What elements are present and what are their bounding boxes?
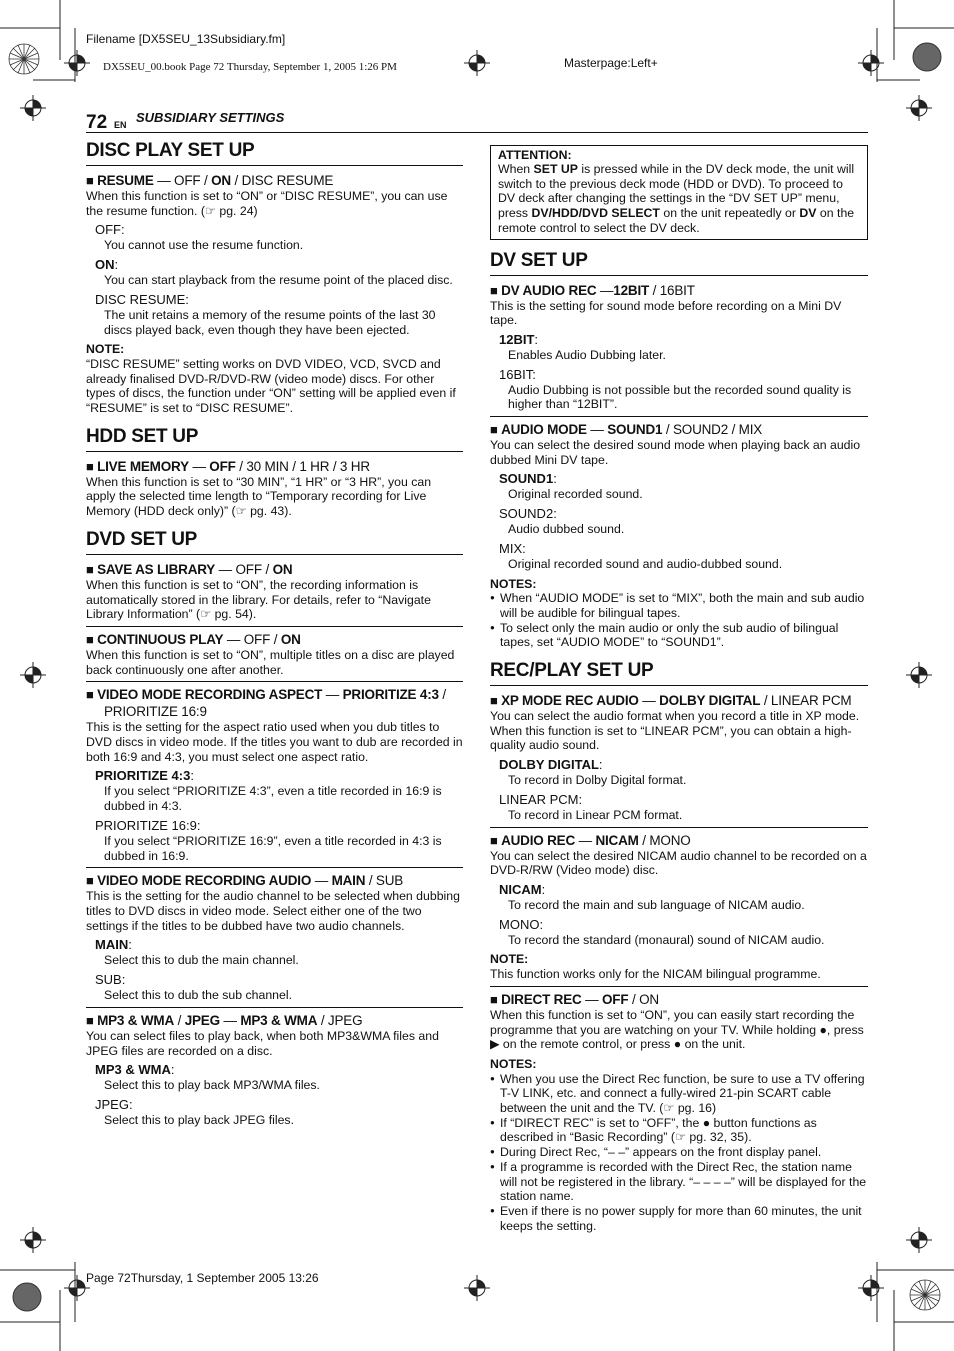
- option-label: DISC RESUME:: [95, 291, 189, 307]
- registration-target-icon: [464, 1275, 490, 1301]
- setting-resume: [86, 172, 463, 416]
- setting-heading: ■ SAVE AS LIBRARY — OFF / ON: [86, 561, 293, 577]
- option-description: Select this to dub the sub channel.: [104, 988, 292, 1003]
- option-label: MONO:: [499, 916, 544, 932]
- registration-target-icon: [20, 1227, 46, 1253]
- setting-heading: ■ AUDIO MODE — SOUND1 / SOUND2 / MIX: [490, 422, 763, 438]
- setting-xp-mode-rec-audio: [490, 692, 868, 823]
- list-item: ● If a programme is recorded with the Direct Rec, the station name will not be registered in the library. “– – – –” will be displayed for the station name.: [490, 1160, 868, 1204]
- option-label: SOUND1:: [499, 471, 557, 487]
- option-description: Audio dubbed sound.: [508, 522, 625, 537]
- option-description: Select this to play back MP3/WMA files.: [104, 1078, 320, 1093]
- setting-audio-rec: [490, 827, 868, 982]
- note-text: This function works only for the NICAM bilingual programme.: [490, 967, 821, 982]
- notes-heading: NOTES:: [490, 1056, 537, 1071]
- setting-live-memory: [86, 458, 463, 519]
- list-item: ● When you use the Direct Rec function, be sure to use a TV offering T-V LINK, etc. and connect a fully-wired 21-pin SCART cable between the unit and the TV. (☞ pg. 16): [490, 1072, 868, 1116]
- notes-list: [490, 1072, 868, 1234]
- setting-description: This is the setting for the aspect ratio used when you dub titles to DVD discs in video mode. If the titles you want to dub are recorded in both 16:9 and 4:3, you must select one aspect ratio.: [86, 720, 463, 764]
- section-title: HDD SET UP: [86, 426, 463, 452]
- option-label: SOUND2:: [499, 506, 557, 522]
- setting-description: You can select the desired sound mode when playing back an audio dubbed Mini DV tape.: [490, 438, 861, 467]
- setting-description: You can select the audio format when you record a title in XP mode. When this function is set to “LINEAR PCM”, you can obtain a high-quality audio sound.: [490, 709, 860, 753]
- notes-list: [490, 591, 868, 650]
- setting-description: When this function is set to “ON”, the recording information is automatically stored in the library. For details, refer to “Navigate Library Information” (☞ pg. 54).: [86, 577, 431, 622]
- attention-text: When SET UP is pressed while in the DV deck mode, the unit will switch to the previous deck mode (HDD or DVD). To proceed to DV deck after changing the settings in the “DV SET UP” menu, press DV/HDD/DVD SELECT on the unit repeatedly or DV on the remote control to select the DV deck.: [498, 162, 855, 235]
- list-item: ● Even if there is no power supply for more than 60 minutes, the unit keeps the setting.: [490, 1204, 868, 1233]
- option-description: Enables Audio Dubbing later.: [508, 347, 666, 362]
- option-label: SUB:: [95, 972, 126, 988]
- note-heading: NOTE:: [490, 952, 529, 967]
- option-description: To record the main and sub language of NICAM audio.: [508, 897, 805, 912]
- option-label: ON:: [95, 257, 119, 273]
- setting-heading: ■ DIRECT REC — OFF / ON: [490, 991, 659, 1007]
- attention-title: ATTENTION:: [498, 148, 572, 162]
- file-name: Filename [DX5SEU_13Subsidiary.fm]: [86, 32, 286, 46]
- setting-heading: ■ LIVE MEMORY — OFF / 30 MIN / 1 HR / 3 HR: [86, 458, 370, 474]
- setting-continuous-play: [86, 626, 463, 677]
- option-label: DOLBY DIGITAL:: [499, 757, 603, 773]
- setting-heading: ■ MP3 & WMA / JPEG — MP3 & WMA / JPEG: [86, 1012, 363, 1028]
- setting-heading: ■ CONTINUOUS PLAY — OFF / ON: [86, 631, 301, 647]
- option-label: OFF:: [95, 222, 125, 238]
- star-target-icon: [908, 1278, 942, 1312]
- page-number: 72: [86, 112, 108, 133]
- option-description: The unit retains a memory of the resume points of the last 30 discs played back, even though they have been ejected.: [104, 307, 436, 337]
- option-description: You cannot use the resume function.: [104, 238, 304, 253]
- setting-description: When this function is set to “30 MIN”, “1 HR” or “3 HR”, you can apply the selected time length to “Temporary recording for Live Memory (HDD deck only)” (☞ pg. 43).: [86, 474, 432, 519]
- setting-description: This is the setting for the audio channel to be selected when dubbing titles to DVD discs in video mode. Select either one of the two settings if the titles to be dubbed have two audio channels.: [86, 889, 460, 933]
- setting-recording-aspect: [86, 681, 463, 863]
- section-title: REC/PLAY SET UP: [490, 660, 868, 686]
- setting-heading: ■ XP MODE REC AUDIO — DOLBY DIGITAL / LINEAR PCM: [490, 693, 852, 709]
- registration-target-icon: [464, 50, 490, 76]
- setting-description: When this function is set to “ON”, multiple titles on a disc are played back continuously one after another.: [86, 647, 455, 677]
- option-label: JPEG:: [95, 1096, 133, 1112]
- list-item: ● If “DIRECT REC” is set to “OFF”, the ● button functions as described in “Basic Recording” (☞ pg. 32, 35).: [490, 1116, 868, 1145]
- attention-box: [490, 145, 868, 240]
- option-label: MP3 & WMA:: [95, 1062, 175, 1078]
- registration-target-icon: [858, 1275, 884, 1301]
- option-label: MIX:: [499, 540, 526, 556]
- setting-heading: ■ RESUME — OFF / ON / DISC RESUME: [86, 173, 334, 188]
- registration-target-icon: [64, 50, 90, 76]
- list-item: ● To select only the main audio or only the sub audio of bilingual tapes, set “AUDIO MODE” to “SOUND1”.: [490, 621, 868, 650]
- section-title: DVD SET UP: [86, 529, 463, 555]
- setting-description: You can select files to play back, when both MP3&WMA files and JPEG files are recorded on a disc.: [86, 1028, 439, 1058]
- option-description: Select this to play back JPEG files.: [104, 1112, 295, 1127]
- registration-target-icon: [20, 662, 46, 688]
- setting-description: When this function is set to “ON” or “DISC RESUME”, you can use the resume function. (☞ pg. 24): [86, 189, 448, 218]
- book-info: DX5SEU_00.book Page 72 Thursday, September 1, 2005 1:26 PM: [103, 61, 397, 73]
- setting-description: This is the setting for sound mode before recording on a Mini DV tape.: [490, 298, 842, 328]
- setting-heading: ■ VIDEO MODE RECORDING AUDIO — MAIN / SUB: [86, 873, 404, 889]
- option-description: Original recorded sound and audio-dubbed sound.: [508, 556, 783, 571]
- option-label: 16BIT:: [499, 366, 536, 382]
- option-label: PRIORITIZE 4:3:: [95, 768, 194, 784]
- running-title: SUBSIDIARY SETTINGS: [136, 110, 285, 125]
- option-description: To record in Dolby Digital format.: [508, 773, 687, 788]
- setting-heading: ■ DV AUDIO REC —12BIT / 16BIT: [490, 282, 695, 298]
- masterpage-label: Masterpage:Left+: [564, 56, 658, 70]
- option-description: If you select “PRIORITIZE 4:3”, even a title recorded in 16:9 is dubbed in 4:3.: [104, 784, 442, 814]
- setting-description: When this function is set to “ON”, you can easily start recording the programme that you are watching on your TV. While holding ●, press ▶ on the remote control, or press ● on the unit.: [490, 1007, 864, 1052]
- option-description: Select this to dub the main channel.: [104, 953, 299, 968]
- option-description: You can start playback from the resume point of the placed disc.: [104, 273, 453, 288]
- section-title: DV SET UP: [490, 250, 868, 276]
- setting-direct-rec: [490, 986, 868, 1234]
- option-description: To record the standard (monaural) sound of NICAM audio.: [508, 932, 825, 947]
- footer-info: Page 72Thursday, 1 September 2005 13:26: [86, 1271, 319, 1285]
- registration-target-icon: [906, 1227, 932, 1253]
- notes-heading: NOTES:: [490, 576, 537, 591]
- option-label: PRIORITIZE 16:9:: [95, 817, 201, 833]
- setting-audio-mode: [490, 416, 868, 650]
- color-dot-icon: [10, 1280, 44, 1314]
- option-label: 12BIT:: [499, 331, 539, 347]
- setting-dv-audio-rec: [490, 282, 868, 413]
- note-heading: NOTE:: [86, 342, 125, 357]
- setting-description: You can select the desired NICAM audio channel to be recorded on a DVD-R/RW (Video mode) disc.: [490, 848, 867, 878]
- list-item: ● During Direct Rec, “– –” appears on the front display panel.: [490, 1145, 868, 1160]
- list-item: ● When “AUDIO MODE” is set to “MIX”, both the main and sub audio will be audible for bilingual tapes.: [490, 591, 868, 620]
- option-label: LINEAR PCM:: [499, 791, 583, 807]
- left-column: [86, 140, 463, 1128]
- registration-target-icon: [906, 95, 932, 121]
- page-header: [86, 112, 868, 133]
- setting-heading: ■ VIDEO MODE RECORDING ASPECT — PRIORITIZE 4:3 / PRIORITIZE 16:9: [86, 687, 446, 720]
- option-description: Audio Dubbing is not possible but the recorded sound quality is higher than “12BIT”.: [508, 382, 852, 412]
- option-description: To record in Linear PCM format.: [508, 807, 683, 822]
- section-title: DISC PLAY SET UP: [86, 140, 463, 166]
- color-dot-icon: [910, 40, 944, 74]
- registration-target-icon: [20, 95, 46, 121]
- right-column: [490, 145, 868, 1233]
- language-label: EN: [114, 120, 127, 130]
- setting-save-as-library: [86, 561, 463, 622]
- option-label: MAIN:: [95, 937, 132, 953]
- option-description: Original recorded sound.: [508, 487, 643, 502]
- note-text: “DISC RESUME” setting works on DVD VIDEO, VCD, SVCD and already finalised DVD-R/DVD-RW (video mode) discs. For other types of discs, the function under “ON” setting will be applied even if “RESUME” is set to “DISC RESUME”.: [86, 356, 456, 416]
- option-label: NICAM:: [499, 881, 546, 897]
- option-description: If you select “PRIORITIZE 16:9”, even a title recorded in 4:3 is dubbed in 16:9.: [104, 833, 442, 863]
- setting-recording-audio: [86, 867, 463, 1003]
- setting-mp3-jpeg: [86, 1007, 463, 1128]
- registration-target-icon: [858, 50, 884, 76]
- setting-heading: ■ AUDIO REC — NICAM / MONO: [490, 832, 691, 848]
- star-target-icon: [7, 42, 41, 76]
- registration-target-icon: [906, 662, 932, 688]
